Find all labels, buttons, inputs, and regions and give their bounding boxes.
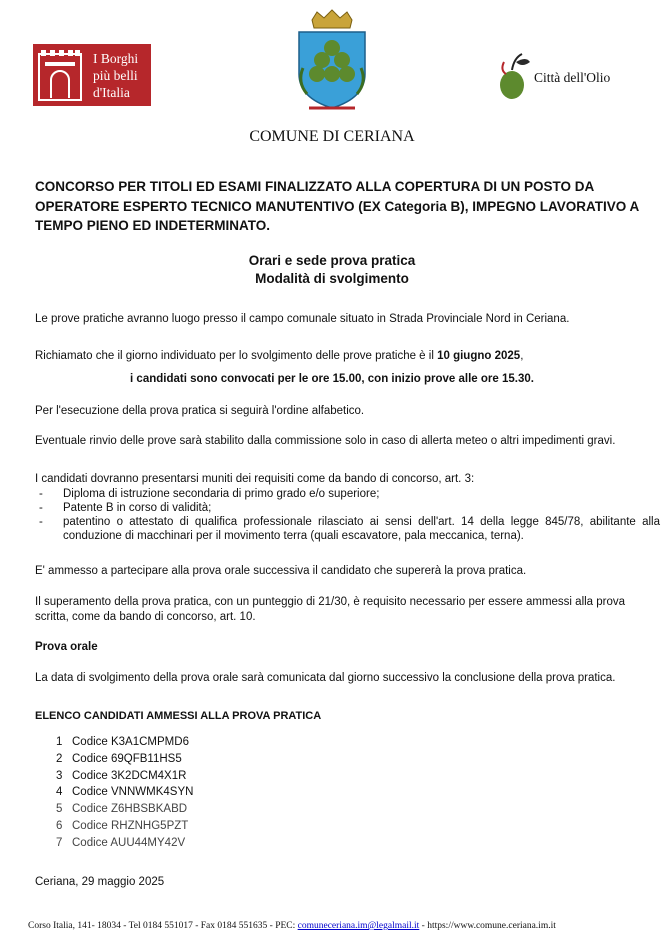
- list-item: 3 Codice 3K2DCM4X1R: [56, 769, 187, 782]
- paragraph-admission: E' ammesso a partecipare alla prova orale successiva il candidato che supererà la prova pratica.: [35, 565, 527, 577]
- olio-text: Città dell'Olio: [534, 70, 611, 85]
- borghi-line3: d'Italia: [93, 85, 130, 100]
- borghi-logo: [33, 44, 151, 106]
- citta-olio-logo: [498, 52, 628, 102]
- list-item: 1 Codice K3A1CMPMD6: [56, 736, 189, 748]
- exam-date: 10 giugno 2025: [437, 350, 521, 362]
- paragraph-location: Le prove pratiche avranno luogo presso il campo comunale situato in Strada Provinciale Nord in Ceriana.: [35, 313, 570, 325]
- paragraph-oral-date: La data di svolgimento della prova orale sarà comunicata dal giorno successivo la conclusione della prova pratica.: [35, 672, 616, 684]
- list-item: 7 Codice AUU44MY42V: [56, 836, 186, 849]
- list-item: 5 Codice Z6HBSBKABD: [56, 803, 188, 816]
- pec-link[interactable]: comuneceriana.im@legalmail.it: [297, 921, 420, 931]
- borghi-line2: più belli: [93, 68, 138, 83]
- requirement-item: - Diploma di istruzione secondaria di primo grado e/o superiore;: [35, 487, 660, 501]
- list-item: 2 Codice 69QFB11HS5: [56, 752, 182, 765]
- requirement-item: - Patente B in corso di validità;: [35, 501, 660, 515]
- borghi-tower-icon: [37, 48, 83, 102]
- list-item: 6 Codice RHZNHG5PZT: [56, 819, 189, 832]
- olive-icon: [498, 52, 532, 102]
- candidates-list: [56, 734, 193, 852]
- borghi-line1: I Borghi: [93, 51, 139, 66]
- page-title: CONCORSO PER TITOLI ED ESAMI FINALIZZATO ALLA COPERTURA DI UN POSTO DA OPERATORE ESPERTO TECNICO MANUTENTIVO (EX Categoria B), IMPEGNO LAVORATIVO A TEMPO PIENO ED INDETERMINATO.: [35, 179, 639, 233]
- list-item: 4 Codice VNNWMK4SYN: [56, 786, 194, 799]
- date-line: Ceriana, 29 maggio 2025: [35, 876, 165, 888]
- subtitle-line2: Modalità di svolgimento: [255, 271, 409, 286]
- footer: [28, 921, 648, 931]
- paragraph-requirements-intro: I candidati dovranno presentarsi muniti dei requisiti come da bando di concorso, art. 3:: [35, 473, 475, 485]
- date-suffix: ,: [520, 350, 524, 362]
- paragraph-order: Per l'esecuzione della prova pratica si seguirà l'ordine alfabetico.: [35, 405, 365, 417]
- candidates-heading: ELENCO CANDIDATI AMMESSI ALLA PROVA PRATICA: [35, 710, 322, 722]
- subtitle-line1: Orari e sede prova pratica: [248, 253, 416, 268]
- comune-heading: COMUNE DI CERIANA: [249, 128, 415, 145]
- date-prefix: Richiamato che il giorno individuato per lo svolgimento delle prove pratiche è il: [35, 350, 438, 362]
- footer-address: Corso Italia, 141- 18034 - Tel 0184 551017 - Fax 0184 551635 - PEC:: [28, 921, 298, 931]
- subtitle: [0, 252, 664, 288]
- ceriana-crest-icon: [287, 8, 377, 114]
- paragraph-postponement: Eventuale rinvio delle prove sarà stabilito dalla commissione solo in caso di allerta meteo o altri impedimenti gravi.: [35, 435, 616, 447]
- paragraph-date: [35, 349, 660, 364]
- paragraph-passing-score: Il superamento della prova pratica, con un punteggio di 21/30, è requisito necessario per essere ammessi alla prova scritta, come da bando di concorso, art. 10.: [35, 596, 626, 623]
- paragraph-convocation: i candidati sono convocati per le ore 15.00, con inizio prove alle ore 15.30.: [130, 373, 534, 385]
- requirement-item: - patentino o attestato di qualifica professionale rilasciato ai sensi dell'art. 14 della legge 845/78, abilitante alla conduzione di macchinari per il movimento terra (quali escavatore, pala meccanica, terna).: [35, 515, 660, 543]
- footer-website[interactable]: - https://www.comune.ceriana.im.it: [419, 921, 556, 931]
- oral-exam-heading: Prova orale: [35, 641, 98, 653]
- requirements-list: [35, 487, 660, 543]
